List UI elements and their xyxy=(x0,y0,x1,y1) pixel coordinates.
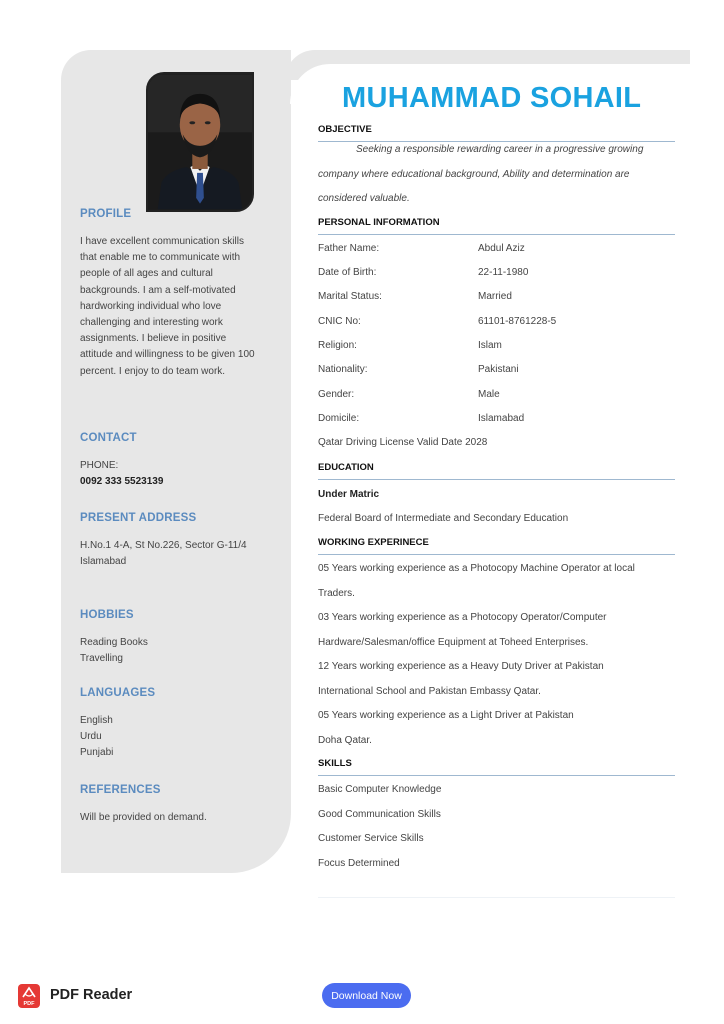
objective-line: considered valuable. xyxy=(318,193,410,204)
section-divider xyxy=(318,234,675,235)
experience-line: 05 Years working experience as a Photocopy Machine Operator at local xyxy=(318,563,635,574)
info-row xyxy=(318,364,675,380)
profile-text xyxy=(80,234,266,380)
experience-line: International School and Pakistan Embassy Qatar. xyxy=(318,685,541,697)
info-value: Islam xyxy=(478,340,502,351)
info-value: Abdul Aziz xyxy=(478,243,525,254)
info-row xyxy=(318,291,675,307)
phone-label: PHONE: xyxy=(80,460,119,471)
language-item: Punjabi xyxy=(80,747,114,759)
info-row xyxy=(318,413,675,429)
skills-list xyxy=(318,778,675,876)
info-label: Gender: xyxy=(318,389,355,400)
profile-line: I have excellent communication skills xyxy=(80,236,244,247)
profile-line: challenging and interesting work xyxy=(80,317,223,329)
objective-line: company where educational background, Ability and determination are xyxy=(318,168,630,180)
info-row xyxy=(318,316,675,332)
profile-line: attitude and willingness to be given 100 xyxy=(80,349,255,361)
objective-text xyxy=(318,138,675,212)
info-value: 61101-8761228-5 xyxy=(478,316,557,327)
info-value: Male xyxy=(478,389,500,400)
skill-item: Good Communication Skills xyxy=(318,808,441,820)
info-label: Nationality: xyxy=(318,364,368,375)
hobbies-list xyxy=(80,635,266,667)
education-title: EDUCATION xyxy=(318,462,374,473)
education-heading xyxy=(318,462,675,480)
hobby-item: Reading Books xyxy=(80,637,148,648)
driving-license: Qatar Driving License Valid Date 2028 xyxy=(318,437,488,448)
references-heading: REFERENCES xyxy=(80,784,161,796)
skill-item: Basic Computer Knowledge xyxy=(318,784,442,795)
profile-line: percent. I enjoy to do team work. xyxy=(80,365,226,377)
address-line: H.No.1 4-A, St No.226, Sector G-11/4 xyxy=(80,540,247,551)
page-end-divider xyxy=(318,897,675,898)
info-label: Marital Status: xyxy=(318,291,382,302)
profile-line: people of all ages and cultural xyxy=(80,268,213,280)
profile-line: assignments. I believe in positive xyxy=(80,333,227,345)
experience-line: 05 Years working experience as a Light Driver at Pakistan xyxy=(318,710,574,721)
skills-heading xyxy=(318,758,675,776)
experience-title: WORKING EXPERINECE xyxy=(318,537,429,548)
languages-list xyxy=(80,713,266,762)
experience-line: Traders. xyxy=(318,587,355,599)
experience-text xyxy=(318,557,675,753)
languages-heading: LANGUAGES xyxy=(80,687,156,699)
info-row xyxy=(318,267,675,283)
profile-line: hardworking individual who love xyxy=(80,300,222,312)
personal-info-heading xyxy=(318,217,675,235)
address-line: Islamabad xyxy=(80,556,127,568)
candidate-name: MUHAMMAD SOHAIL xyxy=(342,82,642,114)
profile-line: that enable me to communicate with xyxy=(80,252,241,264)
contact-block xyxy=(80,458,266,490)
skill-item: Focus Determined xyxy=(318,857,400,869)
hobbies-heading: HOBBIES xyxy=(80,609,134,621)
info-row xyxy=(318,340,675,356)
address-heading: PRESENT ADDRESS xyxy=(80,512,197,524)
objective-line: Seeking a responsible rewarding career in a progressive growing xyxy=(356,144,644,155)
info-label: Date of Birth: xyxy=(318,267,377,278)
profile-photo xyxy=(146,72,254,212)
info-value: Pakistani xyxy=(478,364,519,375)
language-item: Urdu xyxy=(80,731,102,743)
info-label: Domicile: xyxy=(318,413,360,424)
skill-item: Customer Service Skills xyxy=(318,833,424,844)
experience-line: Doha Qatar. xyxy=(318,734,372,746)
contact-heading: CONTACT xyxy=(80,432,137,444)
section-divider xyxy=(318,479,675,480)
download-now-button[interactable]: Download Now xyxy=(322,983,411,1008)
info-label: CNIC No: xyxy=(318,316,361,327)
portrait-image xyxy=(148,74,252,210)
address-block xyxy=(80,538,266,570)
pdf-reader-logo-icon xyxy=(18,984,40,1008)
objective-title: OBJECTIVE xyxy=(318,124,372,135)
hobby-item: Travelling xyxy=(80,653,123,665)
personal-info-title: PERSONAL INFORMATION xyxy=(318,217,440,228)
experience-line: 12 Years working experience as a Heavy Duty Driver at Pakistan xyxy=(318,661,604,672)
experience-line: Hardware/Salesman/office Equipment at Toheed Enterprises. xyxy=(318,636,589,648)
profile-line: backgrounds. I am a self-motivated xyxy=(80,284,236,296)
section-divider xyxy=(318,554,675,555)
info-label: Religion: xyxy=(318,340,357,351)
info-row xyxy=(318,389,675,405)
logo-text: PDF xyxy=(23,1001,35,1007)
language-item: English xyxy=(80,715,113,726)
references-text: Will be provided on demand. xyxy=(80,812,207,823)
info-value: 22-11-1980 xyxy=(478,267,529,278)
info-label: Father Name: xyxy=(318,243,380,254)
experience-line: 03 Years working experience as a Photocopy Operator/Computer xyxy=(318,612,607,623)
profile-heading: PROFILE xyxy=(80,208,132,220)
education-degree: Under Matric xyxy=(318,489,380,500)
info-value: Married xyxy=(478,291,512,302)
info-row xyxy=(318,243,675,259)
skills-title: SKILLS xyxy=(318,758,352,769)
phone-number: 0092 333 5523139 xyxy=(80,476,164,488)
experience-heading xyxy=(318,537,675,555)
education-board: Federal Board of Intermediate and Secondary Education xyxy=(318,513,569,524)
info-value: Islamabad xyxy=(478,413,525,424)
app-name: PDF Reader xyxy=(50,987,133,1003)
section-divider xyxy=(318,775,675,776)
